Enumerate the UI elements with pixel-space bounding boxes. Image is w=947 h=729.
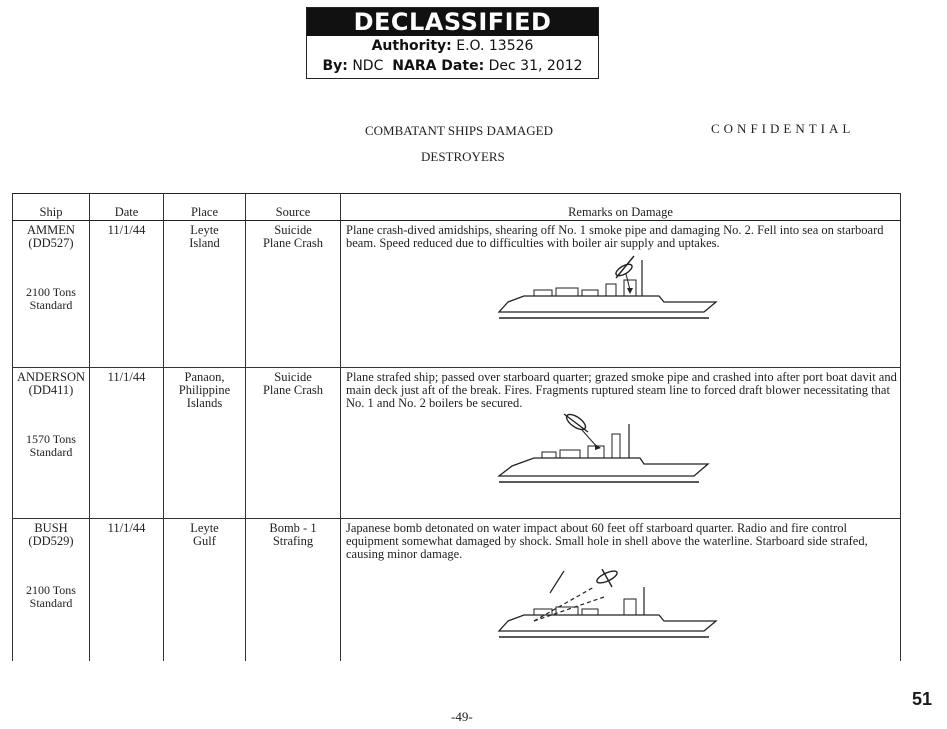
destroyer-sketch-icon	[494, 569, 734, 651]
source-line: Suicide	[274, 370, 312, 384]
stamp-authority-value: E.O. 13526	[456, 38, 534, 54]
place-line: Gulf	[193, 534, 216, 548]
ship-damage-sketch	[344, 250, 897, 330]
place-line: Leyte	[190, 223, 219, 237]
place-line: Island	[189, 236, 220, 250]
ship-tonnage: 2100 Tons	[26, 285, 76, 299]
declassified-stamp	[306, 7, 599, 79]
ship-hull-number: (DD527)	[28, 236, 74, 250]
source-line: Plane Crash	[262, 236, 324, 250]
source-line: Suicide	[274, 223, 312, 237]
place-line: Philippine	[178, 383, 231, 397]
source-line: Plane Crash	[262, 383, 324, 397]
remarks-cell	[341, 221, 901, 368]
page-title: COMBATANT SHIPS DAMAGED	[365, 123, 553, 138]
destroyer-sketch-icon	[494, 410, 734, 492]
stamp-by-value: NDC	[352, 58, 384, 74]
source-cell	[246, 368, 341, 519]
column-header-remarks: Remarks on Damage	[341, 194, 901, 221]
damage-table	[12, 193, 901, 661]
ship-tonnage-note: Standard	[29, 298, 73, 312]
ship-cell	[13, 519, 90, 662]
source-cell	[246, 221, 341, 368]
stamp-nara-value: Dec 31, 2012	[488, 58, 583, 74]
ship-cell	[13, 368, 90, 519]
remarks-text: Plane crash-dived amidships, shearing off No. 1 smoke pipe and damaging No. 2. Fell into sea on starboard beam. Speed reduced due to difficulties with boiler air supply and uptakes.	[346, 223, 884, 250]
ship-tonnage-note: Standard	[29, 596, 73, 610]
ship-hull-number: (DD529)	[28, 534, 74, 548]
place-line: Islands	[186, 396, 223, 410]
ship-name: BUSH	[34, 521, 68, 535]
column-header-place: Place	[164, 194, 246, 221]
ship-cell	[13, 221, 90, 368]
remarks-cell	[341, 368, 901, 519]
remarks-text: Plane strafed ship; passed over starboard quarter; grazed smoke pipe and crashed into after port boat davit and main deck just aft of the break. Fires. Fragments ruptured steam line to forced draft blower necessitating that No. 1 and No. 2 boilers be secured.	[346, 370, 897, 410]
date-cell: 11/1/44	[90, 221, 164, 368]
table-row	[13, 368, 901, 519]
place-line: Panaon,	[184, 370, 225, 384]
ship-damage-sketch	[344, 410, 897, 490]
classification-label: CONFIDENTIAL	[711, 121, 855, 136]
source-line: Strafing	[272, 534, 314, 548]
column-header-date: Date	[90, 194, 164, 221]
remarks-cell	[341, 519, 901, 662]
ship-damage-sketch	[344, 569, 897, 649]
place-cell	[164, 519, 246, 662]
column-header-source: Source	[246, 194, 341, 221]
source-line: Bomb - 1	[269, 521, 317, 535]
place-line: Leyte	[190, 521, 219, 535]
table-header-row	[13, 194, 901, 221]
date-cell: 11/1/44	[90, 368, 164, 519]
page-subtitle: DESTROYERS	[421, 149, 505, 164]
remarks-text: Japanese bomb detonated on water impact about 60 feet off starboard quarter. Radio and fire control equipment somewhat damaged by shock. Small hole in shell above the waterline. Starboard side strafed, causing minor damage.	[346, 521, 868, 561]
ship-name: AMMEN	[27, 223, 75, 237]
table-row	[13, 221, 901, 368]
place-cell	[164, 368, 246, 519]
date-cell: 11/1/44	[90, 519, 164, 662]
stamp-authority-label: Authority:	[371, 38, 452, 54]
source-cell	[246, 519, 341, 662]
ship-tonnage-note: Standard	[29, 445, 73, 459]
ship-hull-number: (DD411)	[28, 383, 74, 397]
stamp-title: DECLASSIFIED	[307, 8, 598, 36]
column-header-ship: Ship	[13, 194, 90, 221]
page-number: -49-	[451, 709, 473, 724]
corner-page-number: 51	[912, 689, 933, 709]
stamp-by-line	[307, 56, 598, 76]
stamp-nara-label: NARA Date:	[392, 58, 485, 74]
place-cell	[164, 221, 246, 368]
destroyer-sketch-icon	[494, 250, 734, 332]
table-row	[13, 519, 901, 662]
stamp-authority-line	[307, 36, 598, 56]
ship-tonnage: 1570 Tons	[26, 432, 76, 446]
ship-name: ANDERSON	[16, 370, 86, 384]
stamp-by-label: By:	[322, 58, 348, 74]
ship-tonnage: 2100 Tons	[26, 583, 76, 597]
